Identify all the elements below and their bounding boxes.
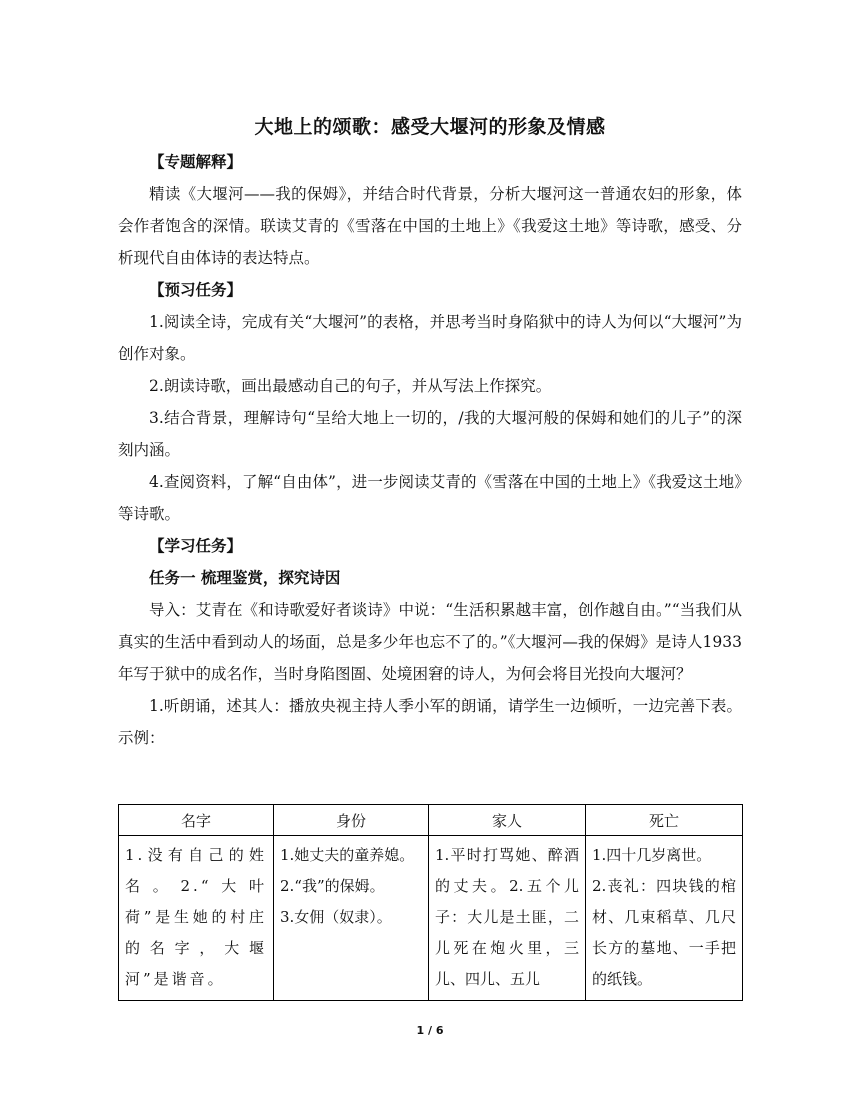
preview-item-4: 4.查阅资料，了解“自由体”，进一步阅读艾青的《雪落在中国的土地上》《我爱这土地》等诗歌。 <box>118 473 742 523</box>
preview-item-1: 1.阅读全诗，完成有关“大堰河”的表格，并思考当时身陷狱中的诗人为何以“大堰河”为创作对象。 <box>118 313 742 363</box>
paragraph-topic: 精读《大堰河——我的保姆》，并结合时代背景，分析大堰河这一普通农妇的形象，体会作者饱含的深情。联读艾青的《雪落在中国的土地上》《我爱这土地》等诗歌，感受、分析现代自由体诗的表达特点。 <box>118 185 742 267</box>
section-heading-topic: 【专题解释】 <box>149 153 243 171</box>
table-cell-identity: 1.她丈夫的童养媳。 2.“我”的保姆。 3.女佣（奴隶）。 <box>274 836 429 1001</box>
preview-item-2: 2.朗读诗歌，画出最感动自己的句子，并从写法上作探究。 <box>149 377 552 395</box>
table-header-row <box>119 805 743 836</box>
task1-item-1: 1.听朗诵，述其人：播放央视主持人季小军的朗诵，请学生一边倾听，一边完善下表。示例： <box>118 697 742 747</box>
table-header-name: 名字 <box>119 805 274 836</box>
document-body <box>118 146 742 754</box>
page-title: 大地上的颂歌：感受大堰河的形象及情感 <box>254 116 606 138</box>
preview-item-3: 3.结合背景，理解诗句“呈给大地上一切的，/我的大堰河般的保姆和她们的儿子”的深刻内涵。 <box>118 409 742 459</box>
table-header-family: 家人 <box>429 805 586 836</box>
task1-intro: 导入：艾青在《和诗歌爱好者谈诗》中说：“生活积累越丰富，创作越自由。”“当我们从真实的生活中看到动人的场面，总是多少年也忘不了的。”《大堰河—我的保姆》是诗人1933年写于狱中的成名作，当时身陷图圄、处境困窘的诗人，为何会将目光投向大堰河？ <box>118 601 742 683</box>
section-heading-preview: 【预习任务】 <box>149 281 243 299</box>
page-number: 1 / 6 <box>416 1024 444 1037</box>
table-header-identity: 身份 <box>274 805 429 836</box>
table-row <box>119 836 743 1001</box>
table-header-death: 死亡 <box>586 805 743 836</box>
task1-heading: 任务一 梳理鉴赏，探究诗因 <box>149 569 341 587</box>
table-cell-family: 1.平时打骂她、醉酒的丈夫。2.五个儿子：大儿是土匪，二儿死在炮火里，三儿、四儿、五儿 <box>429 836 586 1001</box>
table-cell-death: 1.四十几岁离世。 2.丧礼：四块钱的棺材、几束稻草、几尺长方的墓地、一手把的纸钱。 <box>586 836 743 1001</box>
section-heading-learning: 【学习任务】 <box>149 537 243 555</box>
table-cell-name: 1.没有自己的姓名。2.“大叶荷”是生她的村庄的名字，大堰河”是谐音。 <box>119 836 274 1001</box>
character-table <box>118 804 743 1001</box>
